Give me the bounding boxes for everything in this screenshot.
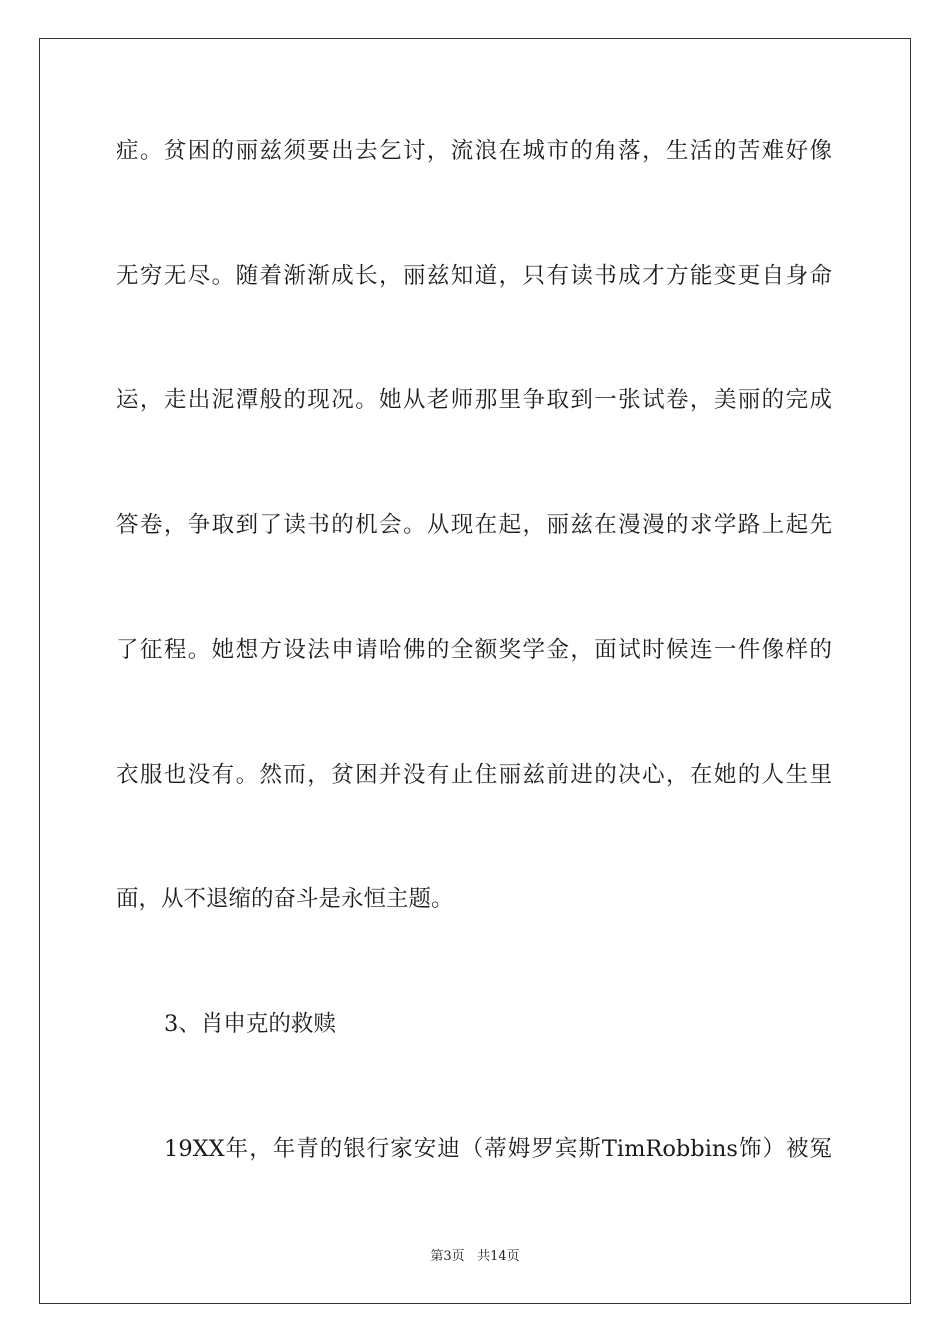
- body-line-2: 无穷无尽。随着渐渐成长，丽兹知道，只有读书成才方能变更自身命: [116, 263, 832, 289]
- body-line-4: 答卷，争取到了读书的机会。从现在起，丽兹在漫漫的求学路上起先: [116, 512, 832, 538]
- page-number: 第3页: [430, 1249, 465, 1264]
- section-heading: 3、肖申克的救赎: [164, 1011, 336, 1037]
- page-total: 共14页: [477, 1249, 520, 1264]
- section-paragraph-line-1: 19XX年，年青的银行家安迪（蒂姆罗宾斯TimRobbins饰）被冤: [164, 1136, 832, 1162]
- page-footer: [0, 1247, 950, 1267]
- page-border: [39, 38, 911, 1304]
- body-line-7: 面，从不退缩的奋斗是永恒主题。: [116, 886, 454, 912]
- body-line-6: 衣服也没有。然而，贫困并没有止住丽兹前进的决心，在她的人生里: [116, 762, 832, 788]
- body-line-5: 了征程。她想方设法申请哈佛的全额奖学金，面试时候连一件像样的: [116, 637, 832, 663]
- body-line-1: 症。贫困的丽兹须要出去乞讨，流浪在城市的角落，生活的苦难好像: [116, 138, 832, 164]
- body-line-3: 运，走出泥潭般的现况。她从老师那里争取到一张试卷，美丽的完成: [116, 387, 832, 413]
